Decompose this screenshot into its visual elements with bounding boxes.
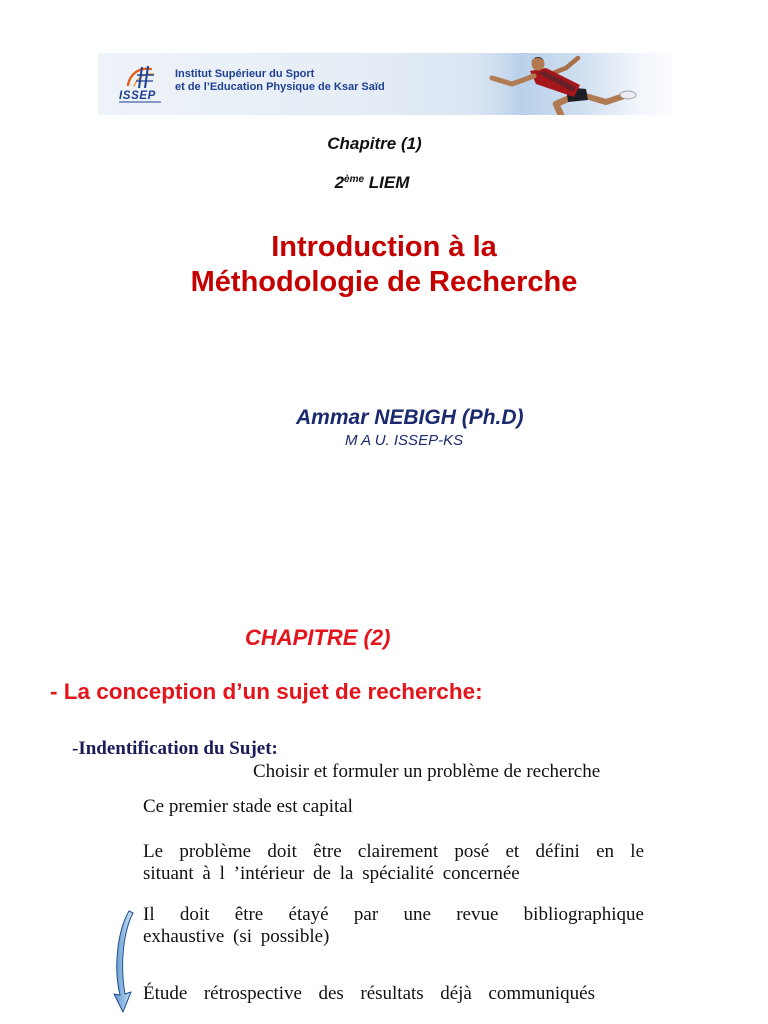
point-line: Le problème doit être clairement posé et défini en le (143, 841, 644, 862)
subtitle: Choisir et formuler un problème de recherche (253, 761, 601, 782)
point-line: Ce premier stade est capital (143, 796, 353, 817)
point-line: Il doit être étayé par une revue bibliographique (143, 904, 644, 925)
title-line-1: Introduction à la (271, 231, 497, 263)
curved-arrow-icon (110, 908, 136, 1016)
author-affiliation: M A U. ISSEP-KS (345, 432, 464, 449)
point-4 (143, 983, 595, 1005)
title-line-2: Méthodologie de Recherche (190, 266, 578, 298)
runner-image (468, 53, 672, 115)
institute-name (175, 68, 385, 94)
point-1 (143, 796, 644, 818)
author-name: Ammar NEBIGH (Ph.D) (296, 406, 524, 429)
issep-logo (116, 63, 166, 107)
subheading: -Indentification du Sujet: (72, 738, 278, 759)
level-number: 2 (334, 173, 345, 192)
point-line: Étude rétrospective des résultats déjà communiqués (143, 983, 595, 1004)
point-2 (143, 841, 644, 885)
level-label (0, 174, 744, 191)
point-line: situant à l ’intérieur de la spécialité concernée (143, 863, 520, 884)
runner-shoe (620, 91, 636, 99)
logo-lettering: ISSEP (119, 90, 156, 102)
point-line: exhaustive (si possible) (143, 926, 330, 947)
chapter-2-label: CHAPITRE (2) (245, 625, 391, 650)
level-name: LIEM (368, 173, 410, 192)
point-3 (143, 904, 644, 948)
institute-line-2: et de l’Education Physique de Ksar Saïd (175, 81, 385, 93)
chapter-1-label: Chapitre (1) (327, 134, 422, 153)
institute-banner (98, 53, 672, 115)
institute-line-1: Institut Supérieur du Sport (175, 68, 315, 80)
section-heading: - La conception d’un sujet de recherche: (50, 679, 483, 704)
level-superscript: ème (344, 174, 365, 185)
